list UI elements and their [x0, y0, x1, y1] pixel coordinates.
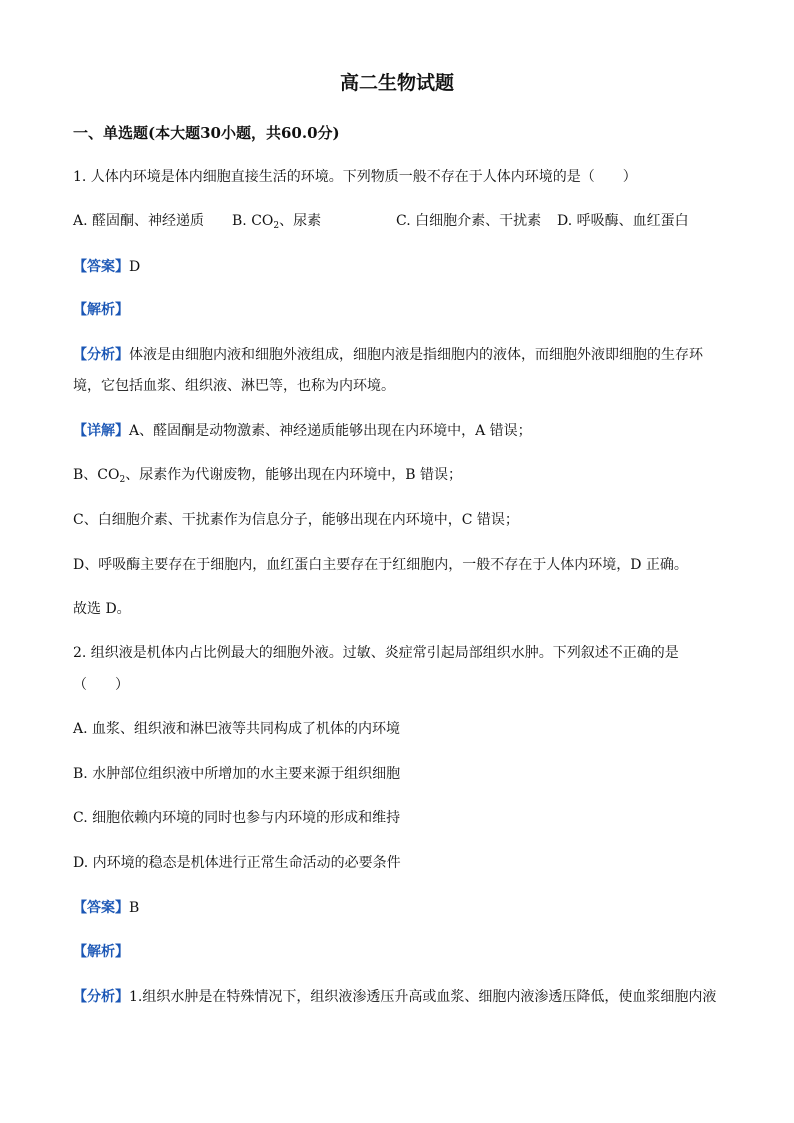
fenxi-tag: 【分析】 [73, 989, 129, 1005]
q2-option-d: D. 内环境的稳态是机体进行正常生命活动的必要条件 [73, 855, 401, 871]
q2-option-a: A. 血浆、组织液和淋巴液等共同构成了机体的内环境 [73, 721, 401, 737]
q2-analysis-tag: 【解析】 [73, 944, 129, 960]
answer-tag: 【答案】 [73, 900, 129, 916]
q2-answer: 【答案】B [73, 900, 140, 916]
q1-xiangjie-d: D、呼吸酶主要存在于细胞内，血红蛋白主要存在于红细胞内，一般不存在于人体内环境，D 正确。 [73, 557, 688, 573]
q1-stem: 1. 人体内环境是体内细胞直接生活的环境。下列物质一般不存在于人体内环境的是（ ） [73, 169, 637, 185]
q1-fenxi-line1: 【分析】体液是由细胞内液和细胞外液组成，细胞内液是指细胞内的液体，而细胞外液即细胞的生存环 [73, 347, 703, 363]
q2-option-c: C. 细胞依赖内环境的同时也参与内环境的形成和维持 [73, 810, 401, 826]
q1-xiangjie-a: 【详解】A、醛固酮是动物激素、神经递质能够出现在内环境中，A 错误； [73, 423, 532, 439]
q1-xiangjie-c: C、白细胞介素、干扰素作为信息分子，能够出现在内环境中，C 错误； [73, 512, 519, 528]
section-heading: 一、单选题(本大题30小题，共60.0分) [73, 124, 340, 142]
q1-answer: 【答案】D [73, 259, 141, 275]
q1-option-a: A. 醛固酮、神经递质 [73, 213, 205, 229]
fenxi-tag: 【分析】 [73, 347, 129, 363]
page-title: 高二生物试题 [339, 72, 454, 94]
q2-stem-line1: 2. 组织液是机体内占比例最大的细胞外液。过敏、炎症常引起局部组织水肿。下列叙述不正确的是 [73, 645, 679, 661]
q2-fenxi-line1: 【分析】1.组织水肿是在特殊情况下，组织液渗透压升高或血浆、细胞内液渗透压降低，使血浆细胞内液 [73, 989, 717, 1005]
q1-option-c: C. 白细胞介素、干扰素 [396, 213, 542, 229]
q1-conclusion: 故选 D。 [73, 601, 131, 617]
q1-option-b: B. $CO_2$、尿素 [232, 213, 322, 231]
q1-analysis-tag: 【解析】 [73, 302, 129, 318]
q2-stem-line2: （ ） [73, 677, 129, 693]
q1-fenxi-line2: 境，它包括血浆、组织液、淋巴等，也称为内环境。 [73, 378, 395, 394]
q2-option-b: B. 水肿部位组织液中所增加的水主要来源于组织细胞 [73, 766, 401, 782]
q1-option-d: D. 呼吸酶、血红蛋白 [557, 213, 689, 229]
q1-xiangjie-b: B、$CO_2$、尿素作为代谢废物，能够出现在内环境中，B 错误； [73, 467, 462, 485]
answer-tag: 【答案】 [73, 259, 129, 275]
xiangjie-tag: 【详解】 [73, 423, 129, 439]
